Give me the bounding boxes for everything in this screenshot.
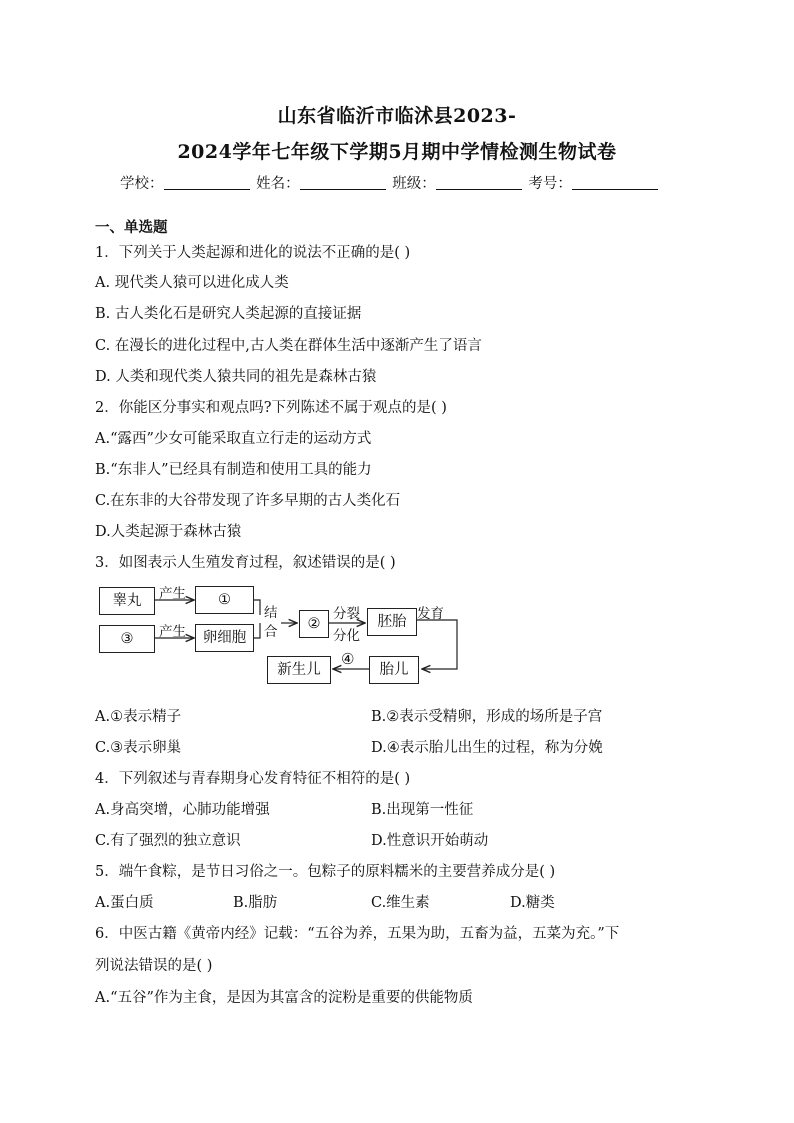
develop-label: 发育 — [417, 606, 444, 622]
q3-option-d: D.④表示胎儿出生的过程，称为分娩 — [371, 740, 603, 756]
exam-title-line2: 2024学年七年级下学期5月期中学情检测生物试卷 — [177, 141, 617, 163]
name-field[interactable] — [300, 175, 386, 190]
circle2-box: ② — [299, 610, 329, 638]
q3-stem: 3．如图表示人生殖发育过程，叙述错误的是( ) — [95, 555, 396, 571]
circle3-box: ③ — [99, 625, 155, 653]
q4-option-a: A.身高突增，心肺功能增强 — [95, 802, 270, 818]
produce-label-2: 产生 — [159, 624, 186, 640]
combine-label-bottom: 合 — [264, 624, 278, 640]
q6-option-a: A.“五谷”作为主食，是因为其富含的淀粉是重要的供能物质 — [95, 990, 473, 1006]
exam-title-line1: 山东省临沂市临沭县2023- — [277, 105, 517, 127]
q4-option-b: B.出现第一性征 — [371, 802, 474, 818]
q2-option-d: D.人类起源于森林古猿 — [95, 524, 242, 540]
q2-stem: 2．你能区分事实和观点吗?下列陈述不属于观点的是( ) — [95, 400, 447, 416]
q4-stem: 4．下列叙述与青春期身心发育特征不相符的是( ) — [95, 771, 411, 787]
student-info-row — [120, 172, 660, 193]
produce-label-1: 产生 — [159, 586, 186, 602]
differentiate-label: 分化 — [333, 628, 360, 644]
q5-option-c: C.维生素 — [371, 895, 430, 911]
q5-option-d: D.糖类 — [510, 895, 555, 911]
school-label: 学校： — [120, 176, 164, 192]
fetus-box: 胎儿 — [369, 656, 419, 684]
q6-stem-line1: 6．中医古籍《黄帝内经》记载：“五谷为养，五果为助，五畜为益，五菜为充。”下 — [95, 926, 620, 942]
q2-option-a: A.“露西”少女可能采取直立行走的运动方式 — [95, 431, 372, 447]
combine-label-top: 结 — [264, 605, 278, 621]
q1-option-d: D. 人类和现代类人猿共同的祖先是森林古猿 — [95, 369, 377, 385]
divide-label: 分裂 — [333, 606, 360, 622]
q3-option-c: C.③表示卵巢 — [95, 740, 182, 756]
class-field[interactable] — [436, 175, 522, 190]
class-label: 班级： — [392, 176, 436, 192]
q4-option-c: C.有了强烈的独立意识 — [95, 833, 241, 849]
q6-stem-line2: 列说法错误的是( ) — [95, 958, 213, 974]
reproduction-flow-diagram — [97, 582, 477, 694]
testis-box: 睾丸 — [99, 587, 155, 615]
egg-box: 卵细胞 — [195, 624, 254, 652]
q1-stem: 1．下列关于人类起源和进化的说法不正确的是( ) — [95, 245, 411, 261]
q3-option-b: B.②表示受精卵，形成的场所是子宫 — [371, 709, 603, 725]
circle4-label: ④ — [341, 650, 355, 668]
exam-number-label: 考号： — [528, 176, 572, 192]
q5-stem: 5．端午食粽，是节日习俗之一。包粽子的原料糯米的主要营养成分是( ) — [95, 864, 556, 880]
school-field[interactable] — [164, 175, 250, 190]
name-label: 姓名： — [256, 176, 300, 192]
circle1-box: ① — [195, 586, 254, 614]
q1-option-c: C. 在漫长的进化过程中,古人类在群体生活中逐渐产生了语言 — [95, 338, 482, 354]
q2-option-b: B.“东非人”已经具有制造和使用工具的能力 — [95, 462, 372, 478]
q5-option-b: B.脂肪 — [233, 895, 278, 911]
q1-option-a: A. 现代类人猿可以进化成人类 — [95, 275, 289, 291]
q3-option-a: A.①表示精子 — [95, 709, 182, 725]
q1-option-b: B. 古人类化石是研究人类起源的直接证据 — [95, 306, 362, 322]
section-heading: 一、单选题 — [95, 220, 168, 236]
embryo-box: 胚胎 — [367, 608, 417, 636]
newborn-box: 新生儿 — [267, 656, 331, 684]
exam-number-field[interactable] — [572, 175, 658, 190]
q5-option-a: A.蛋白质 — [95, 895, 154, 911]
q4-option-d: D.性意识开始萌动 — [371, 833, 489, 849]
q2-option-c: C.在东非的大谷带发现了许多早期的古人类化石 — [95, 493, 401, 509]
